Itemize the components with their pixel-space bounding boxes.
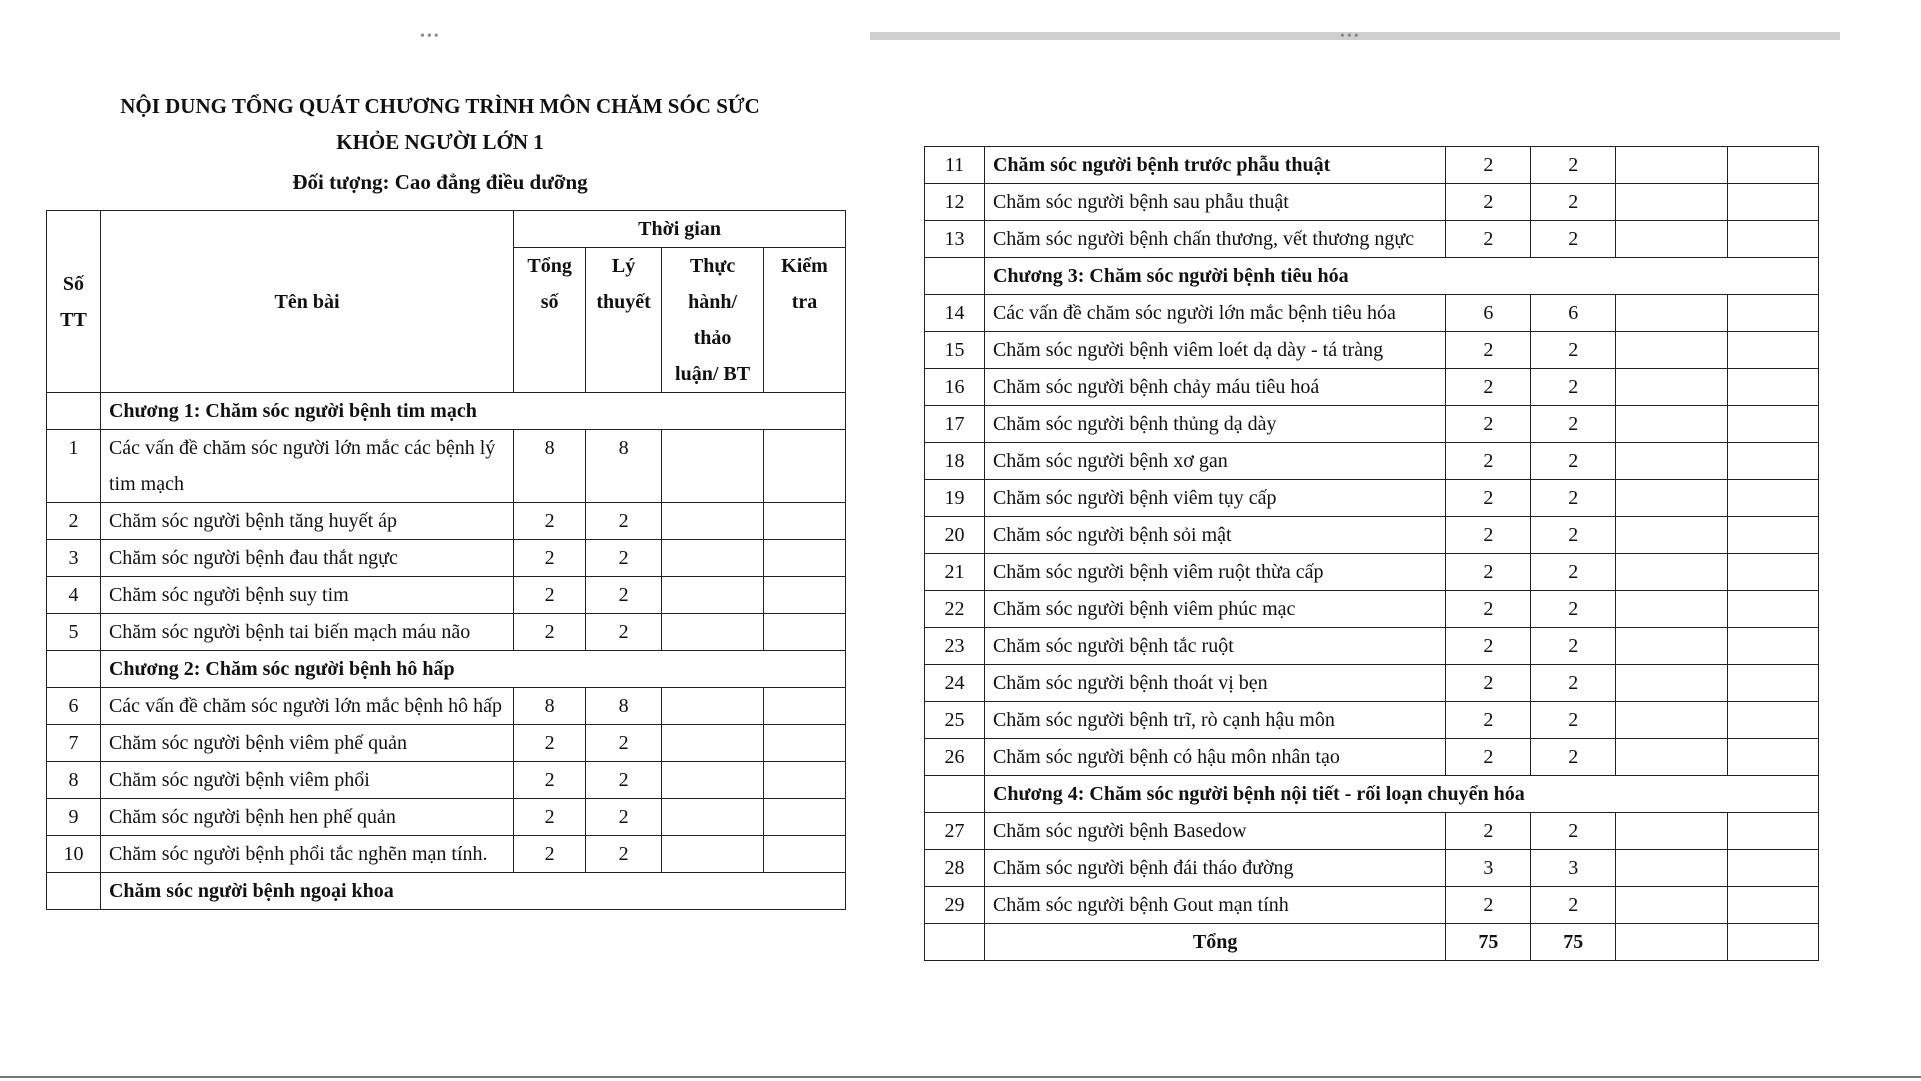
practice-cell bbox=[1616, 332, 1728, 369]
theory-hours: 2 bbox=[586, 577, 662, 614]
exam-cell bbox=[1728, 295, 1819, 332]
practice-cell bbox=[1616, 739, 1728, 776]
theory-hours: 2 bbox=[1531, 332, 1616, 369]
curriculum-table-left bbox=[46, 210, 846, 910]
table-row bbox=[925, 628, 1819, 665]
total-hours: 2 bbox=[1446, 480, 1531, 517]
stt-cell bbox=[47, 651, 101, 688]
total-hours: 2 bbox=[1446, 332, 1531, 369]
exam-cell bbox=[1728, 924, 1819, 961]
table-row bbox=[925, 184, 1819, 221]
theory-hours: 2 bbox=[1531, 221, 1616, 258]
lesson-name: Chăm sóc người bệnh trước phẫu thuật bbox=[984, 147, 1445, 184]
table-row bbox=[47, 762, 846, 799]
header-name: Tên bài bbox=[100, 211, 513, 393]
stt-cell: 21 bbox=[925, 554, 985, 591]
lesson-name: Chăm sóc người bệnh sau phẫu thuật bbox=[984, 184, 1445, 221]
total-hours: 2 bbox=[1446, 665, 1531, 702]
theory-hours: 2 bbox=[1531, 369, 1616, 406]
exam-cell bbox=[1728, 591, 1819, 628]
lesson-name: Các vấn đề chăm sóc người lớn mắc các bệnh lý tim mạch bbox=[100, 430, 513, 503]
theory-hours: 2 bbox=[1531, 554, 1616, 591]
practice-cell bbox=[1616, 850, 1728, 887]
total-hours: 2 bbox=[1446, 221, 1531, 258]
theory-hours: 6 bbox=[1531, 295, 1616, 332]
practice-cell bbox=[662, 430, 764, 503]
lesson-name: Chăm sóc người bệnh thủng dạ dày bbox=[984, 406, 1445, 443]
lesson-name: Chăm sóc người bệnh viêm phúc mạc bbox=[984, 591, 1445, 628]
theory-hours: 2 bbox=[1531, 665, 1616, 702]
practice-cell bbox=[1616, 665, 1728, 702]
exam-cell bbox=[764, 725, 846, 762]
total-hours: 2 bbox=[1446, 406, 1531, 443]
chapter-row bbox=[925, 776, 1819, 813]
page-ellipsis: ••• bbox=[420, 29, 441, 44]
practice-cell bbox=[1616, 628, 1728, 665]
practice-cell bbox=[1616, 887, 1728, 924]
lesson-name: Các vấn đề chăm sóc người lớn mắc bệnh tiêu hóa bbox=[984, 295, 1445, 332]
stt-cell bbox=[47, 393, 101, 430]
total-hours: 8 bbox=[514, 688, 586, 725]
exam-cell bbox=[764, 430, 846, 503]
practice-cell bbox=[662, 799, 764, 836]
table-row bbox=[47, 688, 846, 725]
exam-cell bbox=[764, 799, 846, 836]
practice-cell bbox=[1616, 406, 1728, 443]
header-exam: Kiểm tra bbox=[764, 248, 846, 393]
stt-cell: 2 bbox=[47, 503, 101, 540]
exam-cell bbox=[764, 540, 846, 577]
stt-cell bbox=[925, 924, 985, 961]
total-hours: 3 bbox=[1446, 850, 1531, 887]
table-row bbox=[925, 369, 1819, 406]
total-hours: 2 bbox=[1446, 591, 1531, 628]
table-row bbox=[925, 517, 1819, 554]
practice-cell bbox=[662, 503, 764, 540]
lesson-name: Chăm sóc người bệnh tắc ruột bbox=[984, 628, 1445, 665]
theory-hours: 2 bbox=[586, 503, 662, 540]
exam-cell bbox=[1728, 739, 1819, 776]
table-row bbox=[47, 614, 846, 651]
chapter-title: Chương 3: Chăm sóc người bệnh tiêu hóa bbox=[984, 258, 1818, 295]
lesson-name: Chăm sóc người bệnh viêm phổi bbox=[100, 762, 513, 799]
stt-cell: 16 bbox=[925, 369, 985, 406]
exam-cell bbox=[1728, 517, 1819, 554]
table-body-left bbox=[47, 393, 846, 910]
exam-cell bbox=[1728, 480, 1819, 517]
chapter-title: Chương 1: Chăm sóc người bệnh tim mạch bbox=[100, 393, 845, 430]
theory-hours: 2 bbox=[1531, 702, 1616, 739]
theory-hours: 2 bbox=[1531, 184, 1616, 221]
table-row bbox=[925, 591, 1819, 628]
practice-cell bbox=[662, 577, 764, 614]
exam-cell bbox=[764, 688, 846, 725]
total-hours: 8 bbox=[514, 430, 586, 503]
table-row bbox=[925, 295, 1819, 332]
theory-hours: 2 bbox=[586, 762, 662, 799]
table-row bbox=[925, 443, 1819, 480]
total-hours: 2 bbox=[514, 762, 586, 799]
stt-cell: 19 bbox=[925, 480, 985, 517]
stt-cell: 17 bbox=[925, 406, 985, 443]
stt-cell: 8 bbox=[47, 762, 101, 799]
theory-hours: 8 bbox=[586, 430, 662, 503]
total-hours: 2 bbox=[1446, 517, 1531, 554]
total-hours: 2 bbox=[514, 725, 586, 762]
header-time: Thời gian bbox=[514, 211, 846, 248]
stt-cell: 14 bbox=[925, 295, 985, 332]
lesson-name: Chăm sóc người bệnh Gout mạn tính bbox=[984, 887, 1445, 924]
exam-cell bbox=[1728, 184, 1819, 221]
lesson-name: Chăm sóc người bệnh đái tháo đường bbox=[984, 850, 1445, 887]
practice-cell bbox=[1616, 702, 1728, 739]
document-subtitle: Đối tượng: Cao đẳng điều dưỡng bbox=[292, 170, 588, 194]
table-row bbox=[47, 503, 846, 540]
theory-hours: 2 bbox=[1531, 480, 1616, 517]
exam-cell bbox=[1728, 850, 1819, 887]
stt-cell: 25 bbox=[925, 702, 985, 739]
table-row bbox=[925, 406, 1819, 443]
theory-hours: 2 bbox=[1531, 517, 1616, 554]
exam-cell bbox=[764, 614, 846, 651]
total-hours: 2 bbox=[1446, 887, 1531, 924]
theory-hours: 75 bbox=[1531, 924, 1616, 961]
lesson-name: Chăm sóc người bệnh phổi tắc nghẽn mạn tính. bbox=[100, 836, 513, 873]
practice-cell bbox=[1616, 184, 1728, 221]
stt-cell bbox=[925, 776, 985, 813]
lesson-name: Chăm sóc người bệnh đau thắt ngực bbox=[100, 540, 513, 577]
stt-cell: 22 bbox=[925, 591, 985, 628]
document-title-line-2: KHỎE NGƯỜI LỚN 1 bbox=[336, 130, 544, 154]
header-theory: Lý thuyết bbox=[586, 248, 662, 393]
table-row bbox=[47, 799, 846, 836]
table-row bbox=[925, 813, 1819, 850]
stt-cell: 26 bbox=[925, 739, 985, 776]
practice-cell bbox=[662, 540, 764, 577]
total-hours: 2 bbox=[1446, 554, 1531, 591]
theory-hours: 2 bbox=[1531, 887, 1616, 924]
exam-cell bbox=[764, 762, 846, 799]
exam-cell bbox=[764, 503, 846, 540]
curriculum-table-right bbox=[924, 146, 1819, 961]
lesson-name: Chăm sóc người bệnh viêm phế quản bbox=[100, 725, 513, 762]
practice-cell bbox=[1616, 924, 1728, 961]
exam-cell bbox=[1728, 406, 1819, 443]
total-hours: 2 bbox=[1446, 813, 1531, 850]
exam-cell bbox=[1728, 665, 1819, 702]
chapter-title: Chăm sóc người bệnh ngoại khoa bbox=[100, 873, 845, 910]
chapter-row bbox=[47, 393, 846, 430]
lesson-name: Chăm sóc người bệnh tăng huyết áp bbox=[100, 503, 513, 540]
lesson-name: Chăm sóc người bệnh Basedow bbox=[984, 813, 1445, 850]
left-page bbox=[0, 0, 870, 1081]
stt-cell: 28 bbox=[925, 850, 985, 887]
stt-cell: 15 bbox=[925, 332, 985, 369]
theory-hours: 2 bbox=[1531, 443, 1616, 480]
lesson-name: Chăm sóc người bệnh chấn thương, vết thương ngực bbox=[984, 221, 1445, 258]
exam-cell bbox=[1728, 813, 1819, 850]
theory-hours: 2 bbox=[1531, 739, 1616, 776]
exam-cell bbox=[1728, 147, 1819, 184]
chapter-row bbox=[47, 873, 846, 910]
total-hours: 2 bbox=[514, 503, 586, 540]
lesson-name: Chăm sóc người bệnh chảy máu tiêu hoá bbox=[984, 369, 1445, 406]
chapter-title: Chương 2: Chăm sóc người bệnh hô hấp bbox=[100, 651, 845, 688]
stt-cell: 23 bbox=[925, 628, 985, 665]
practice-cell bbox=[1616, 480, 1728, 517]
exam-cell bbox=[1728, 554, 1819, 591]
practice-cell bbox=[1616, 369, 1728, 406]
right-page bbox=[870, 0, 1921, 1081]
stt-cell: 5 bbox=[47, 614, 101, 651]
theory-hours: 2 bbox=[1531, 147, 1616, 184]
lesson-name: Chăm sóc người bệnh viêm loét dạ dày - tá tràng bbox=[984, 332, 1445, 369]
stt-cell: 11 bbox=[925, 147, 985, 184]
stt-cell: 3 bbox=[47, 540, 101, 577]
stt-cell: 7 bbox=[47, 725, 101, 762]
stt-cell: 1 bbox=[47, 430, 101, 503]
table-row bbox=[925, 554, 1819, 591]
stt-cell bbox=[925, 258, 985, 295]
stt-cell: 20 bbox=[925, 517, 985, 554]
exam-cell bbox=[1728, 628, 1819, 665]
practice-cell bbox=[1616, 221, 1728, 258]
lesson-name: Chăm sóc người bệnh có hậu môn nhân tạo bbox=[984, 739, 1445, 776]
lesson-name: Chăm sóc người bệnh xơ gan bbox=[984, 443, 1445, 480]
table-row bbox=[925, 702, 1819, 739]
practice-cell bbox=[662, 725, 764, 762]
lesson-name: Chăm sóc người bệnh trĩ, rò cạnh hậu môn bbox=[984, 702, 1445, 739]
total-hours: 2 bbox=[1446, 184, 1531, 221]
table-row bbox=[925, 665, 1819, 702]
theory-hours: 2 bbox=[1531, 406, 1616, 443]
practice-cell bbox=[662, 762, 764, 799]
total-hours: 2 bbox=[514, 799, 586, 836]
total-hours: 2 bbox=[1446, 147, 1531, 184]
lesson-name: Chăm sóc người bệnh viêm tụy cấp bbox=[984, 480, 1445, 517]
total-hours: 2 bbox=[514, 614, 586, 651]
practice-cell bbox=[1616, 147, 1728, 184]
stt-cell: 6 bbox=[47, 688, 101, 725]
theory-hours: 3 bbox=[1531, 850, 1616, 887]
exam-cell bbox=[1728, 443, 1819, 480]
practice-cell bbox=[1616, 591, 1728, 628]
table-row bbox=[925, 332, 1819, 369]
stt-cell: 29 bbox=[925, 887, 985, 924]
stt-cell: 9 bbox=[47, 799, 101, 836]
total-label: Tổng bbox=[984, 924, 1445, 961]
lesson-name: Chăm sóc người bệnh sỏi mật bbox=[984, 517, 1445, 554]
page-bottom-border bbox=[0, 1076, 1921, 1078]
theory-hours: 2 bbox=[586, 725, 662, 762]
stt-cell bbox=[47, 873, 101, 910]
lesson-name: Chăm sóc người bệnh suy tim bbox=[100, 577, 513, 614]
table-row bbox=[925, 887, 1819, 924]
total-hours: 2 bbox=[514, 577, 586, 614]
theory-hours: 2 bbox=[1531, 591, 1616, 628]
exam-cell bbox=[1728, 369, 1819, 406]
exam-cell bbox=[764, 577, 846, 614]
theory-hours: 2 bbox=[586, 836, 662, 873]
practice-cell bbox=[1616, 813, 1728, 850]
practice-cell bbox=[662, 614, 764, 651]
table-row bbox=[925, 739, 1819, 776]
theory-hours: 2 bbox=[1531, 628, 1616, 665]
table-row bbox=[47, 540, 846, 577]
stt-cell: 18 bbox=[925, 443, 985, 480]
lesson-name: Các vấn đề chăm sóc người lớn mắc bệnh hô hấp bbox=[100, 688, 513, 725]
theory-hours: 2 bbox=[586, 540, 662, 577]
practice-cell bbox=[1616, 443, 1728, 480]
chapter-row bbox=[47, 651, 846, 688]
practice-cell bbox=[1616, 295, 1728, 332]
document-title-line-1: NỘI DUNG TỔNG QUÁT CHƯƠNG TRÌNH MÔN CHĂM SÓC SỨC bbox=[120, 94, 760, 118]
chapter-title: Chương 4: Chăm sóc người bệnh nội tiết - rối loạn chuyển hóa bbox=[984, 776, 1818, 813]
table-row bbox=[47, 430, 846, 503]
total-hours: 2 bbox=[514, 540, 586, 577]
total-hours: 2 bbox=[1446, 443, 1531, 480]
total-hours: 2 bbox=[1446, 702, 1531, 739]
total-hours: 2 bbox=[1446, 369, 1531, 406]
total-hours: 2 bbox=[1446, 628, 1531, 665]
total-row bbox=[925, 924, 1819, 961]
header-total: Tổng số bbox=[514, 248, 586, 393]
practice-cell bbox=[662, 688, 764, 725]
table-row bbox=[47, 577, 846, 614]
theory-hours: 2 bbox=[1531, 813, 1616, 850]
stt-cell: 12 bbox=[925, 184, 985, 221]
practice-cell bbox=[1616, 554, 1728, 591]
header-stt: Số TT bbox=[47, 211, 101, 393]
stt-cell: 27 bbox=[925, 813, 985, 850]
exam-cell bbox=[1728, 887, 1819, 924]
chapter-row bbox=[925, 258, 1819, 295]
table-row bbox=[925, 147, 1819, 184]
stt-cell: 13 bbox=[925, 221, 985, 258]
stt-cell: 4 bbox=[47, 577, 101, 614]
total-hours: 75 bbox=[1446, 924, 1531, 961]
table-row bbox=[47, 836, 846, 873]
lesson-name: Chăm sóc người bệnh tai biến mạch máu não bbox=[100, 614, 513, 651]
practice-cell bbox=[662, 836, 764, 873]
total-hours: 2 bbox=[514, 836, 586, 873]
total-hours: 2 bbox=[1446, 739, 1531, 776]
exam-cell bbox=[1728, 332, 1819, 369]
exam-cell bbox=[1728, 221, 1819, 258]
lesson-name: Chăm sóc người bệnh hen phế quản bbox=[100, 799, 513, 836]
total-hours: 6 bbox=[1446, 295, 1531, 332]
table-body-right bbox=[925, 147, 1819, 961]
theory-hours: 2 bbox=[586, 799, 662, 836]
lesson-name: Chăm sóc người bệnh thoát vị bẹn bbox=[984, 665, 1445, 702]
table-row bbox=[47, 725, 846, 762]
header-practice: Thực hành/ thảo luận/ BT bbox=[662, 248, 764, 393]
stt-cell: 10 bbox=[47, 836, 101, 873]
table-row bbox=[925, 221, 1819, 258]
exam-cell bbox=[764, 836, 846, 873]
table-row bbox=[925, 480, 1819, 517]
practice-cell bbox=[1616, 517, 1728, 554]
theory-hours: 2 bbox=[586, 614, 662, 651]
table-row bbox=[925, 850, 1819, 887]
theory-hours: 8 bbox=[586, 688, 662, 725]
lesson-name: Chăm sóc người bệnh viêm ruột thừa cấp bbox=[984, 554, 1445, 591]
page-ellipsis: ••• bbox=[1340, 29, 1361, 44]
stt-cell: 24 bbox=[925, 665, 985, 702]
exam-cell bbox=[1728, 702, 1819, 739]
